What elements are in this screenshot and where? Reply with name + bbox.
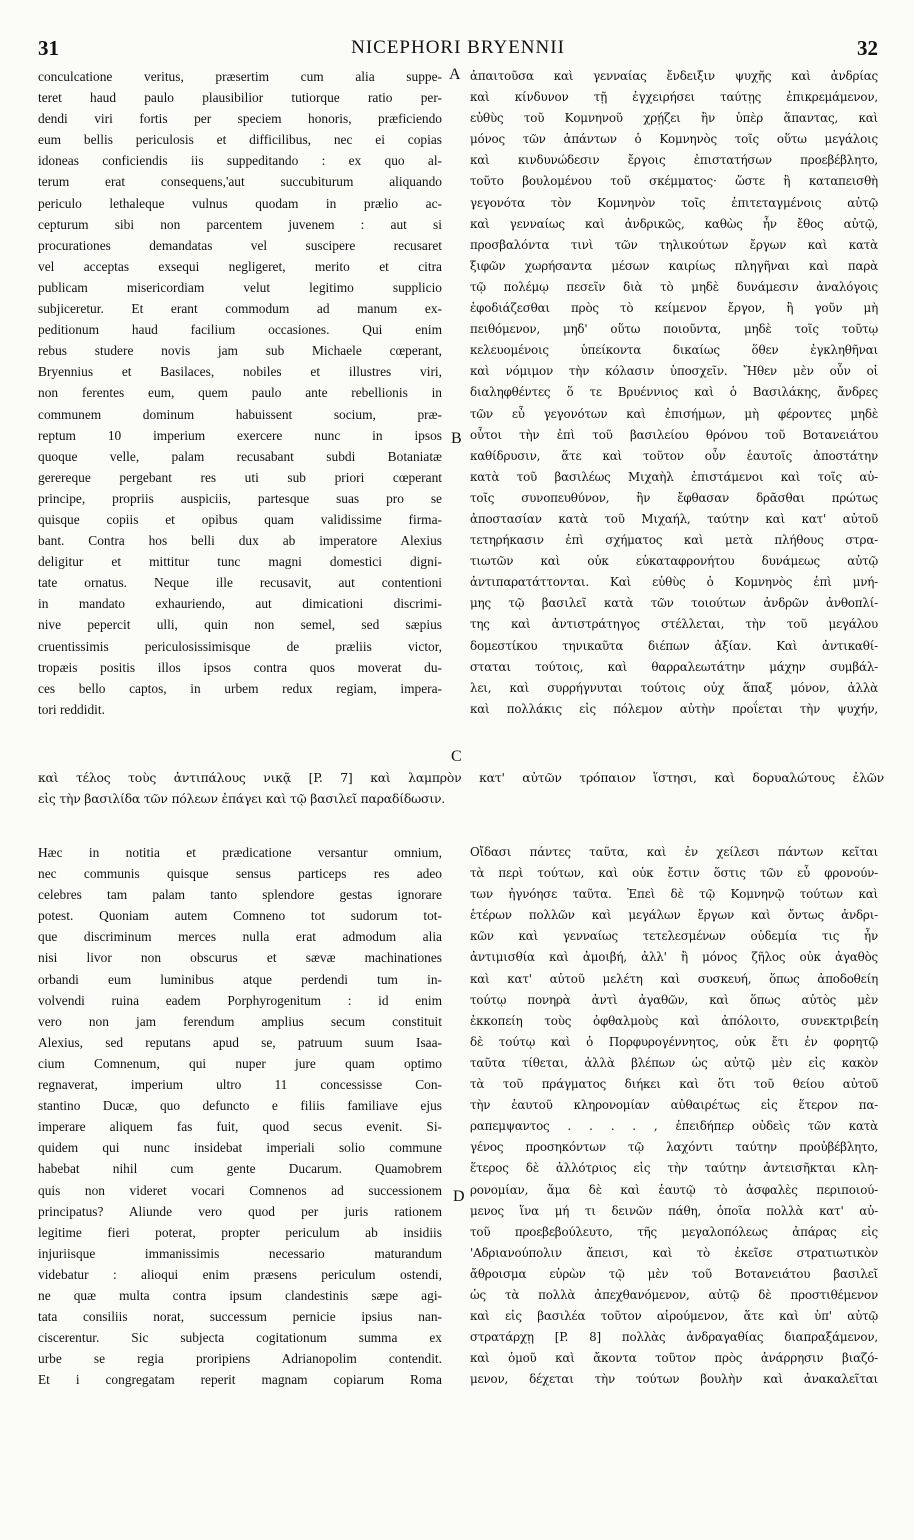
page-number-right: 32 xyxy=(857,36,878,60)
text-line: Et i congregatam reperit magnam copiarum Roma xyxy=(38,1372,442,1388)
text-line: τὰ περὶ τούτων, καὶ οὐκ ἔστιν ὅστις τῶν εὖ φρονούν- xyxy=(470,866,878,881)
text-line: καὶ ὁμοῦ καὶ ἄκοντα τοῦτον πρὸς ἀνάρρησιν βιαζό- xyxy=(470,1351,878,1366)
text-line: vel acceptas exsequi negligeret, merito et citra xyxy=(38,258,442,274)
text-line: ἑτέρων πολλῶν καὶ μεγάλων ἔργων καὶ ὄντως ἀνδρι- xyxy=(470,908,878,923)
running-title: NICEPHORI BRYENNII xyxy=(351,37,565,58)
text-line: ἕτερος δὲ ἀλλότριος εἰς τὴν ταύτην ἀντεισῆκται κλη- xyxy=(470,1161,878,1176)
text-line: peditionum haud facilium occasiones. Qui enim xyxy=(38,322,442,338)
text-line: λει, καὶ συρρήγνυται τούτοις οὐχ ἅπαξ μόνον, ἀλλὰ xyxy=(470,680,878,695)
text-line: ταῦτα τίθεται, ἀλλὰ βλέπων ὡς αὐτῷ μὲν εἰς κακὸν xyxy=(470,1055,878,1070)
text-line: γένος προσηκόντων τῷ λαχόντι ταύτην προὐβέβλητο, xyxy=(470,1140,878,1155)
text-line: ἄθροισμα εὑρὼν τῷ μὲν τοῦ Βοτανειάτου βασιλεῖ xyxy=(470,1266,878,1281)
text-line: ἐφοδιάζεσθαι πρὸς τὸ κείμενον ἔργον, ἢ γοῦν μὴ xyxy=(470,301,878,316)
text-line: publicam misericordiam velut legitimo supplicio xyxy=(38,279,442,295)
text-line: καθίδρυσιν, ἅτε καὶ τοῦτον οὖν ἑαυτοῖς ἀποστάτην xyxy=(470,448,878,463)
latin-column-bottom xyxy=(38,842,442,1390)
text-line: μης τῷ βασιλεῖ κατὰ τῶν τοιούτων ἀνδρῶν ἀνθοπλί- xyxy=(470,596,878,611)
text-line: regnaverat, imperium ultro 11 concessisse Con- xyxy=(38,1077,442,1093)
text-line: εὐθὺς τοῦ Κομνηνοῦ χρῄζει ἢν ὑπὲρ ἅπαντας, καὶ xyxy=(470,111,878,126)
text-line: potest. Quoniam autem Comneno tot sudorum tot- xyxy=(38,908,442,924)
text-line: τῶν εὖ γεγονότων καὶ ἐπισήμων, μὴ φέροντες μηδὲ xyxy=(470,406,878,421)
text-line: 'Αδριανούπολιν ἄπεισι, καὶ τὸ ἐκεῖσε στρατιωτικὸν xyxy=(470,1245,878,1260)
text-line: tropæis positis illos ipsos contra quos moverat du- xyxy=(38,659,442,675)
margin-marker-a: A xyxy=(449,66,461,83)
text-line: καὶ εἰς βασιλέα τοῦτον αἱρούμενον, ἅτε καὶ ὑπ' αὐτῷ xyxy=(470,1309,878,1324)
text-line: ραπεμψαντος . . . . , ἐπειδήπερ οὐδεὶς τῶν κατὰ xyxy=(470,1119,878,1134)
text-line: καὶ γενναίως καὶ ἀνδρικῶς, καθὼς ἦν ἔθος αὐτῷ, xyxy=(470,216,878,231)
text-line: ὡς τὰ πολλὰ ἀπεχθανόμενον, αὐτῷ δὲ προστιθέμενον xyxy=(470,1287,878,1302)
text-line: ἀντιμισθία καὶ ἀμοιβή, ἀλλ' ἢ μόνος ζῆλος οὐκ ἀγαθὸς xyxy=(470,950,878,965)
text-line: procurationes demandatas vel suscipere recusaret xyxy=(38,237,442,253)
text-line: δὲ τούτῳ καὶ ὁ Πορφυρογέννητος, οὐκ ἔτι ἐν φορητῷ xyxy=(470,1034,878,1049)
text-line: τοῦ προεβεβούλευτο, τῆς μεγαλοπόλεως ἀπάρας εἰς xyxy=(470,1224,878,1239)
text-line: que discriminum merces nulla erat admodum alia xyxy=(38,929,442,945)
text-line: eum bellis periculosis et difficilibus, nec ei copias xyxy=(38,132,442,148)
text-line: habebat nihil cum gente Ducarum. Quamobrem xyxy=(38,1161,442,1177)
text-line: ρονομίαν, ἅμα δὲ καὶ ἑαυτῷ τὸ ἀσφαλὲς περιποιού- xyxy=(470,1182,878,1197)
margin-marker-d: D xyxy=(453,1188,465,1205)
text-line: principatus? Aliunde vero quod per juris rationem xyxy=(38,1203,442,1219)
text-line: δομεστίκου τηνικαῦτα διέπων ἀξίαν. Καὶ ἀντικαθί- xyxy=(470,638,878,653)
text-line: legitime fieri poterat, propter periculum ab insidiis xyxy=(38,1224,442,1240)
text-line: πειθόμενον, μηδ' οὕτω ποιοῦντα, μηδὲ τοῖς τοῦτῳ xyxy=(470,322,878,337)
greek-full-width-lines xyxy=(38,767,884,809)
text-line: rebus studere novis jam sub Michaele cœperant, xyxy=(38,343,442,359)
greek-column-top xyxy=(470,66,878,720)
text-line: καὶ κατ' αὐτοῦ μελέτη καὶ συσκευή, ὅπως ἀποδοθείη xyxy=(470,971,878,986)
page-number-left: 31 xyxy=(38,36,59,60)
text-line: τιωτῶν καὶ οὐκ εὐκαταφρονήτου δυνάμεως αὐτῷ xyxy=(470,554,878,569)
margin-marker-c: C xyxy=(451,748,462,765)
text-line: ciscerentur. Sic subjecta cogitationum summa ex xyxy=(38,1330,442,1346)
text-line: τῷ πολέμῳ πεσεῖν διὰ τὸ μηδὲ δυνάμεσιν ἀναλόγοις xyxy=(470,279,878,294)
text-line: cruentissimis periculosissimisque de præliis victor, xyxy=(38,638,442,654)
text-line: non ferentes eum, quem paulo ante rebellionis in xyxy=(38,385,442,401)
text-line: communem dominum habuissent socium, præ- xyxy=(38,406,442,422)
text-line: τετηρήκασιν ἐπὶ σχήματος καὶ μετὰ πλήθους στρα- xyxy=(470,533,878,548)
text-line: conculcatione veritus, præsertim cum alia suppe- xyxy=(38,69,442,84)
text-line: διαληφθέντες ὅ τε Βρυέννιος καὶ ὁ Βασιλάκης, ἄνδρες xyxy=(470,385,878,400)
text-line: στρατάρχῃ [P. 8] πολλὰς ἀνδραγαθίας διαπραξάμενον, xyxy=(470,1330,878,1345)
text-line: dendi viri fortis per speciem honoris, præficiendo xyxy=(38,111,442,127)
latin-column-top xyxy=(38,66,442,720)
text-line: urbe se regia proripiens Adrianopolim contendit. xyxy=(38,1351,442,1367)
text-line: celebres tam palam tanto splendore gestas ignorare xyxy=(38,887,442,903)
text-line: μόνος τῶν ἁπάντων ὁ Κομνηνὸς τοῖς οὕτω μεγάλοις xyxy=(470,132,878,147)
text-line: nec communis quisque sensus particeps res adeo xyxy=(38,866,442,882)
text-line: τὰ τοῦ πράγματος διήκει καὶ ὅτι τοῦ θείου αὐτοῦ xyxy=(470,1077,878,1092)
text-line: teret haud paulo plausibilior tutiorque ratio per- xyxy=(38,90,442,106)
text-line: Hæc in notitia et prædicatione versantur omnium, xyxy=(38,845,442,860)
text-line: οὗτοι τὴν ἐπὶ τοῦ βασιλείου θρόνου τοῦ Βοτανειάτου xyxy=(470,427,878,442)
text-line: nive pepercit ulli, quin non semel, sed sæpius xyxy=(38,617,442,633)
text-line: τούτῳ πονηρὰ ἀντὶ ἀγαθῶν, καὶ ὅπως αὐτὸς μὲν xyxy=(470,992,878,1007)
text-line: tori reddidit. xyxy=(38,701,105,717)
text-line: κῶν καὶ γενναίως τετελεσμένων οὐδεμία τις ἦν xyxy=(470,929,878,944)
text-line: Bryennius et Basilaces, nobiles et illustres viri, xyxy=(38,364,442,380)
text-line: της καὶ ἀντιστράτηγος στέλλεται, τὴν τοῦ μεγάλου xyxy=(470,617,878,632)
greek-column-bottom xyxy=(470,842,878,1390)
text-line: orbandi eum luminibus atque perdendi tum in- xyxy=(38,971,442,987)
text-line: injuriisque immanissimis necessario maturandum xyxy=(38,1245,442,1261)
text-line: προσβαλόντα τινὶ τῶν τηλικούτων ἔργων καὶ κατὰ xyxy=(470,237,878,252)
text-line: Alexius, sed reputans apud se, patruum suum Isaa- xyxy=(38,1034,442,1050)
text-line: Οἴδασι πάντες ταῦτα, καὶ ἐν χείλεσι πάντων κεῖται xyxy=(470,845,878,859)
text-line: ne quæ multa contra ipsum clandestinis sæpe agi- xyxy=(38,1287,442,1303)
text-line: tate ornatus. Neque ille recusavit, aut contentioni xyxy=(38,575,442,591)
text-line: ξιφῶν χωρήσαντα μέσων καιρίως πληγῆναι καὶ παρὰ xyxy=(470,258,878,273)
text-line: quis non videret vocari Comnenos ad successionem xyxy=(38,1182,442,1198)
text-line: καὶ κινδυνώδεσιν ἔργοις ἐπιστατήσων προεβέβλητο, xyxy=(470,153,878,168)
text-line: videbatur : alioqui enim præsens periculum ostendi, xyxy=(38,1266,442,1282)
text-line: καὶ τέλος τοὺς ἀντιπάλους νικᾷ [P. 7] καὶ λαμπρὸν κατ' αὐτῶν τρόπαιον ἵστησι, καὶ δορυαλώτους ἐλῶν xyxy=(38,770,884,785)
text-line: quidem qui nunc insidebat imperiali solio commune xyxy=(38,1140,442,1156)
text-line: periculo lethaleque vulnus quodam in prælio ac- xyxy=(38,195,442,211)
text-line: ἐκκοπείη τοὺς ὀφθαλμοὺς καὶ ἀπόλοιτο, συνεκτριβείη xyxy=(470,1013,878,1028)
text-line: καὶ νόμιμον τὴν κόλασιν ὑποσχεῖν. Ἤθεν μὲν οὖν οἱ xyxy=(470,364,878,379)
text-line: imperare aliquem fas fuit, quod secus evenit. Si- xyxy=(38,1119,442,1135)
text-line: cium Comnenum, qui nuper jure quam optimo xyxy=(38,1055,442,1071)
text-line: nisi livor non obscurus et sævæ machinationes xyxy=(38,950,442,966)
text-line: in mandato exhauriendo, aut dimicationi discrimi- xyxy=(38,596,442,612)
text-line: εἰς τὴν βασιλίδα τῶν πόλεων ἐπάγει καὶ τῷ βασιλεῖ παραδίδωσιν. xyxy=(38,791,446,807)
text-line: terum erat consequens,'aut succubiturum aliquando xyxy=(38,174,442,190)
text-line: τοῦτο βουλομένου τοῦ σκέμματος· ὥστε ἢ καταπεισθὴ xyxy=(470,174,878,189)
text-line: τοῖς συνοπευθύνον, ἣν ἔφθασαν δρᾶσθαι πρώτως xyxy=(470,490,878,505)
text-line: μενος ἵνα μή τι δεινῶν πάθη, ὁποῖα πολλὰ κατ' αὐ- xyxy=(470,1203,878,1218)
text-line: γεγονότα τὸν Κομνηνὸν τοῖς ἐπιτεταγμένοις αὐτῷ xyxy=(470,195,878,210)
text-line: volvendi ruina eadem Porphyrogenitum : id enim xyxy=(38,992,442,1008)
text-line: cepturum sibi non parcentem juvenem : aut si xyxy=(38,216,442,232)
text-line: bant. Contra hos belli dux ab imperatore Alexius xyxy=(38,533,442,549)
text-line: ἀπαιτοῦσα καὶ γενναίας ἔνδειξιν ψυχῆς καὶ ἀνδρίας xyxy=(470,69,878,83)
text-line: reptum 10 imperium exercere nunc in ipsos xyxy=(38,427,442,443)
text-line: σταται τούτοις, καὶ θαρραλεωτάτην μάχην συμβάλ- xyxy=(470,659,878,674)
text-line: καὶ κίνδυνον τῇ ἐγχειρήσει ταύτῃς ἐπικρεμάμενον, xyxy=(470,90,878,105)
text-line: deligitur et mittitur tunc magni domestici digni- xyxy=(38,554,442,570)
text-line: principe, propriis auspiciis, partesque suas pro se xyxy=(38,490,442,506)
page-header xyxy=(38,36,878,64)
text-line: stantino Ducæ, quo defuncto e filiis familiave ejus xyxy=(38,1098,442,1114)
text-line: ces bello captos, in urbem redux regiam, impera- xyxy=(38,680,442,696)
text-line: subjiceretur. Et erant commodum ad manum ex- xyxy=(38,301,442,317)
text-line: ἀποστασίαν κατὰ τοῦ Μιχαήλ, ταύτην καὶ κατ' αὐτοῦ xyxy=(470,511,878,526)
margin-marker-b: B xyxy=(451,430,462,447)
text-line: tata consiliis norat, successum pernicie ipsius nan- xyxy=(38,1309,442,1325)
text-line: quoque velle, palam recusabant subdi Botaniatæ xyxy=(38,448,442,464)
text-line: gerereque pergebant res uti sub priori cœperant xyxy=(38,469,442,485)
text-line: κατὰ τοῦ βασιλέως Μιχαὴλ ἐπιστάμενοι καὶ τοῖς αὐ- xyxy=(470,469,878,484)
text-line: vero non jam ferendum amplius secum constituit xyxy=(38,1013,442,1029)
text-line: τὴν ἑαυτοῦ κληρονομίαν αὐθαιρέτως εἰς ἕτερον πα- xyxy=(470,1098,878,1113)
text-line: καὶ πολλάκις εἰς πόλεμον αὐτὴν προΐεται τὴν ψυχήν, xyxy=(470,701,878,716)
text-line: idoneas conficiendis iis suppeditando : ex quo al- xyxy=(38,153,442,169)
text-line: κελευομένοις ὑπείκοντα δικαίως ὅθεν ἐγκληθῆναι xyxy=(470,343,878,358)
text-line: ἀντιπαρατάττονται. Καὶ εὐθὺς ὁ Κομνηνὸς ἐπὶ μνή- xyxy=(470,575,878,590)
text-line: μενον, δέχεται τὴν τούτων βουλὴν καὶ ἀνακαλεῖται xyxy=(470,1372,878,1387)
text-line: quisque copiis et opibus quam validissime firma- xyxy=(38,511,442,527)
text-line: των ἠγνόησε ταῦτα. Ἐπεὶ δὲ τῷ Κομνηνῷ τούτων καὶ xyxy=(470,887,878,902)
